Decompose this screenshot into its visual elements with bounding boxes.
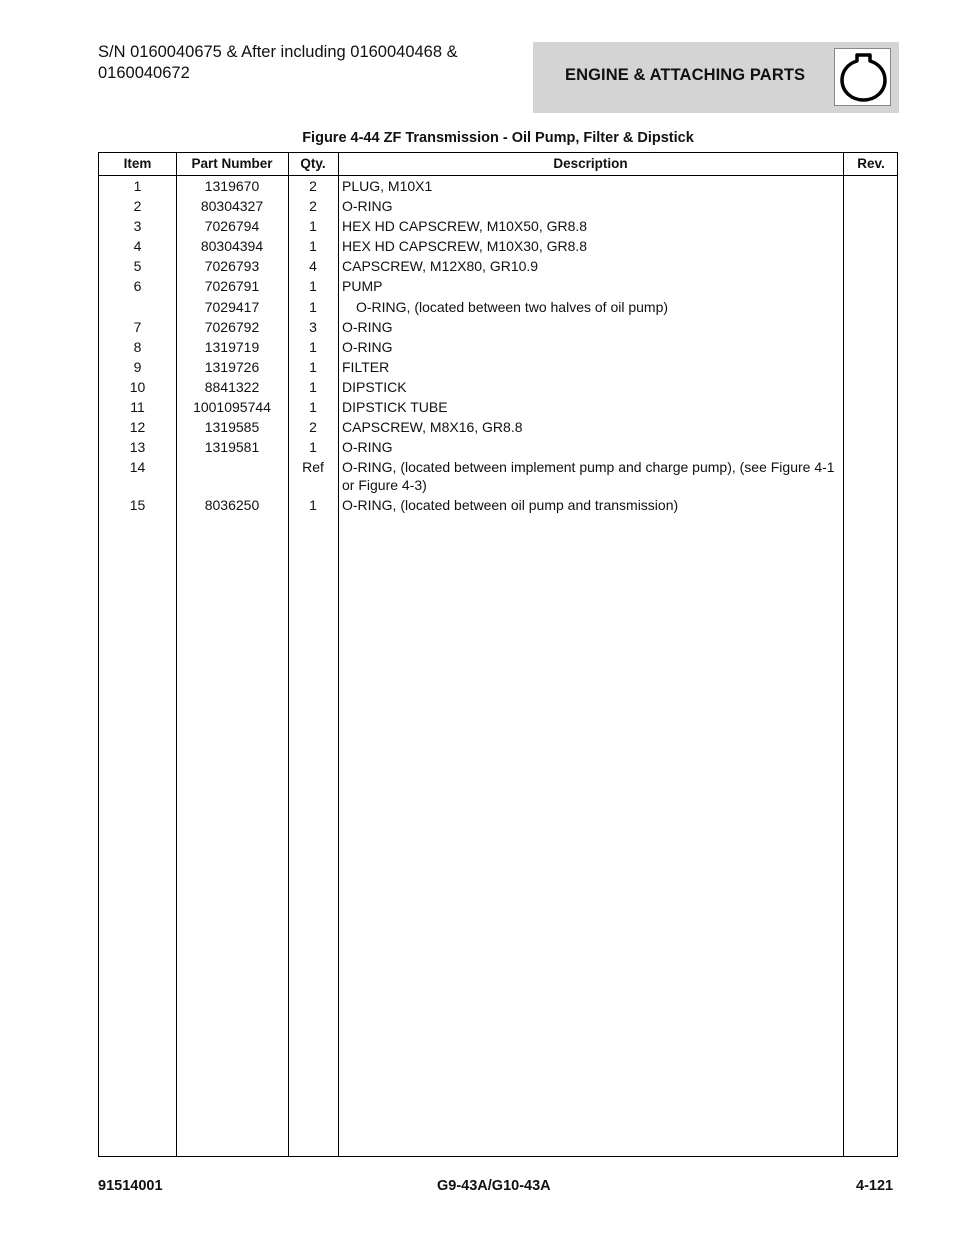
description: O-RING bbox=[342, 198, 393, 214]
part-number: 1319581 bbox=[204, 439, 260, 455]
description: DIPSTICK bbox=[342, 379, 407, 395]
part-number: 1319670 bbox=[204, 178, 260, 194]
description: O-RING, (located between implement pump and charge pump), (see Figure 4-1 bbox=[342, 459, 835, 475]
item-number: 5 bbox=[133, 258, 142, 274]
quantity: 3 bbox=[309, 319, 317, 335]
part-number: 1319726 bbox=[204, 359, 260, 375]
quantity: 1 bbox=[309, 439, 317, 455]
column-header-part-number: Part Number bbox=[191, 156, 273, 171]
part-number: 7026791 bbox=[204, 278, 260, 294]
description: DIPSTICK TUBE bbox=[342, 399, 448, 415]
figure-title: Figure 4-44 ZF Transmission - Oil Pump, Filter & Dipstick bbox=[302, 130, 694, 146]
part-number: 7026794 bbox=[204, 218, 260, 234]
quantity: 1 bbox=[309, 379, 317, 395]
part-number: 1319719 bbox=[204, 339, 260, 355]
description: HEX HD CAPSCREW, M10X30, GR8.8 bbox=[342, 238, 588, 254]
part-number: 7026793 bbox=[204, 258, 260, 274]
table-row bbox=[99, 496, 897, 516]
table-row bbox=[99, 378, 897, 398]
table-row bbox=[99, 358, 897, 378]
item-number: 8 bbox=[133, 339, 142, 355]
quantity: 1 bbox=[309, 399, 317, 415]
table-row bbox=[99, 418, 897, 438]
quantity: 1 bbox=[309, 497, 317, 513]
item-number: 2 bbox=[133, 198, 142, 214]
serial-number-range bbox=[98, 42, 518, 84]
table-row bbox=[99, 398, 897, 418]
quantity: 2 bbox=[309, 419, 317, 435]
table-row bbox=[99, 197, 897, 217]
description: HEX HD CAPSCREW, M10X50, GR8.8 bbox=[342, 218, 588, 234]
serial-line-2: 0160040672 bbox=[98, 64, 190, 82]
description: FILTER bbox=[342, 359, 390, 375]
item-number: 15 bbox=[129, 497, 146, 513]
section-title: ENGINE & ATTACHING PARTS bbox=[565, 66, 806, 84]
description: PUMP bbox=[342, 278, 383, 294]
quantity: 4 bbox=[309, 258, 317, 274]
item-number: 3 bbox=[133, 218, 142, 234]
table-row bbox=[99, 338, 897, 358]
serial-line-1: S/N 0160040675 & After including 0160040468 & bbox=[98, 43, 458, 61]
description: PLUG, M10X1 bbox=[342, 178, 433, 194]
page-number: 4-121 bbox=[856, 1178, 894, 1194]
table-row bbox=[99, 237, 897, 257]
header-divider bbox=[99, 175, 897, 176]
item-number: 6 bbox=[133, 278, 142, 294]
item-number: 14 bbox=[129, 459, 146, 475]
description: O-RING bbox=[342, 439, 393, 455]
quantity: 1 bbox=[309, 339, 317, 355]
part-number: 1001095744 bbox=[193, 399, 271, 415]
document-number: 91514001 bbox=[98, 1178, 163, 1194]
item-number: 13 bbox=[129, 439, 146, 455]
item-number: 11 bbox=[130, 399, 145, 415]
table-row bbox=[99, 217, 897, 237]
section-header bbox=[533, 42, 899, 113]
part-number: 80304394 bbox=[200, 238, 264, 254]
item-number: 9 bbox=[133, 359, 142, 375]
quantity: 1 bbox=[309, 238, 317, 254]
quantity: 1 bbox=[309, 359, 317, 375]
column-header-item: Item bbox=[123, 156, 152, 171]
part-number: 80304327 bbox=[200, 198, 264, 214]
column-header-description: Description bbox=[553, 156, 628, 171]
quantity: 1 bbox=[309, 278, 317, 294]
quantity: Ref bbox=[302, 459, 324, 475]
parts-table bbox=[98, 152, 898, 1157]
part-number: 8036250 bbox=[204, 497, 260, 513]
part-number: 1319585 bbox=[204, 419, 260, 435]
engine-outline-icon bbox=[834, 48, 891, 106]
description: O-RING, (located between oil pump and transmission) bbox=[342, 497, 679, 513]
column-header-qty: Qty. bbox=[300, 156, 326, 171]
quantity: 2 bbox=[309, 198, 317, 214]
quantity: 1 bbox=[309, 299, 317, 315]
table-row bbox=[99, 318, 897, 338]
item-number: 4 bbox=[133, 238, 142, 254]
part-number: 8841322 bbox=[204, 379, 260, 395]
item-number: 7 bbox=[133, 319, 142, 335]
part-number: 7026792 bbox=[204, 319, 260, 335]
quantity: 1 bbox=[309, 218, 317, 234]
table-row bbox=[99, 298, 897, 318]
description: O-RING bbox=[342, 339, 393, 355]
table-row bbox=[99, 438, 897, 458]
table-row bbox=[99, 458, 897, 493]
description: O-RING, (located between two halves of oil pump) bbox=[356, 299, 669, 315]
item-number: 10 bbox=[129, 379, 146, 395]
description: O-RING bbox=[342, 319, 393, 335]
quantity: 2 bbox=[309, 178, 317, 194]
part-number: 7029417 bbox=[204, 299, 260, 315]
model-number: G9-43A/G10-43A bbox=[437, 1178, 551, 1194]
item-number: 12 bbox=[129, 419, 146, 435]
description: CAPSCREW, M8X16, GR8.8 bbox=[342, 419, 523, 435]
table-row bbox=[99, 277, 897, 297]
description: CAPSCREW, M12X80, GR10.9 bbox=[342, 258, 539, 274]
table-row bbox=[99, 257, 897, 277]
column-header-rev: Rev. bbox=[857, 156, 885, 171]
table-row bbox=[99, 177, 897, 197]
description-continued: or Figure 4-3) bbox=[342, 477, 427, 493]
item-number: 1 bbox=[133, 178, 142, 194]
